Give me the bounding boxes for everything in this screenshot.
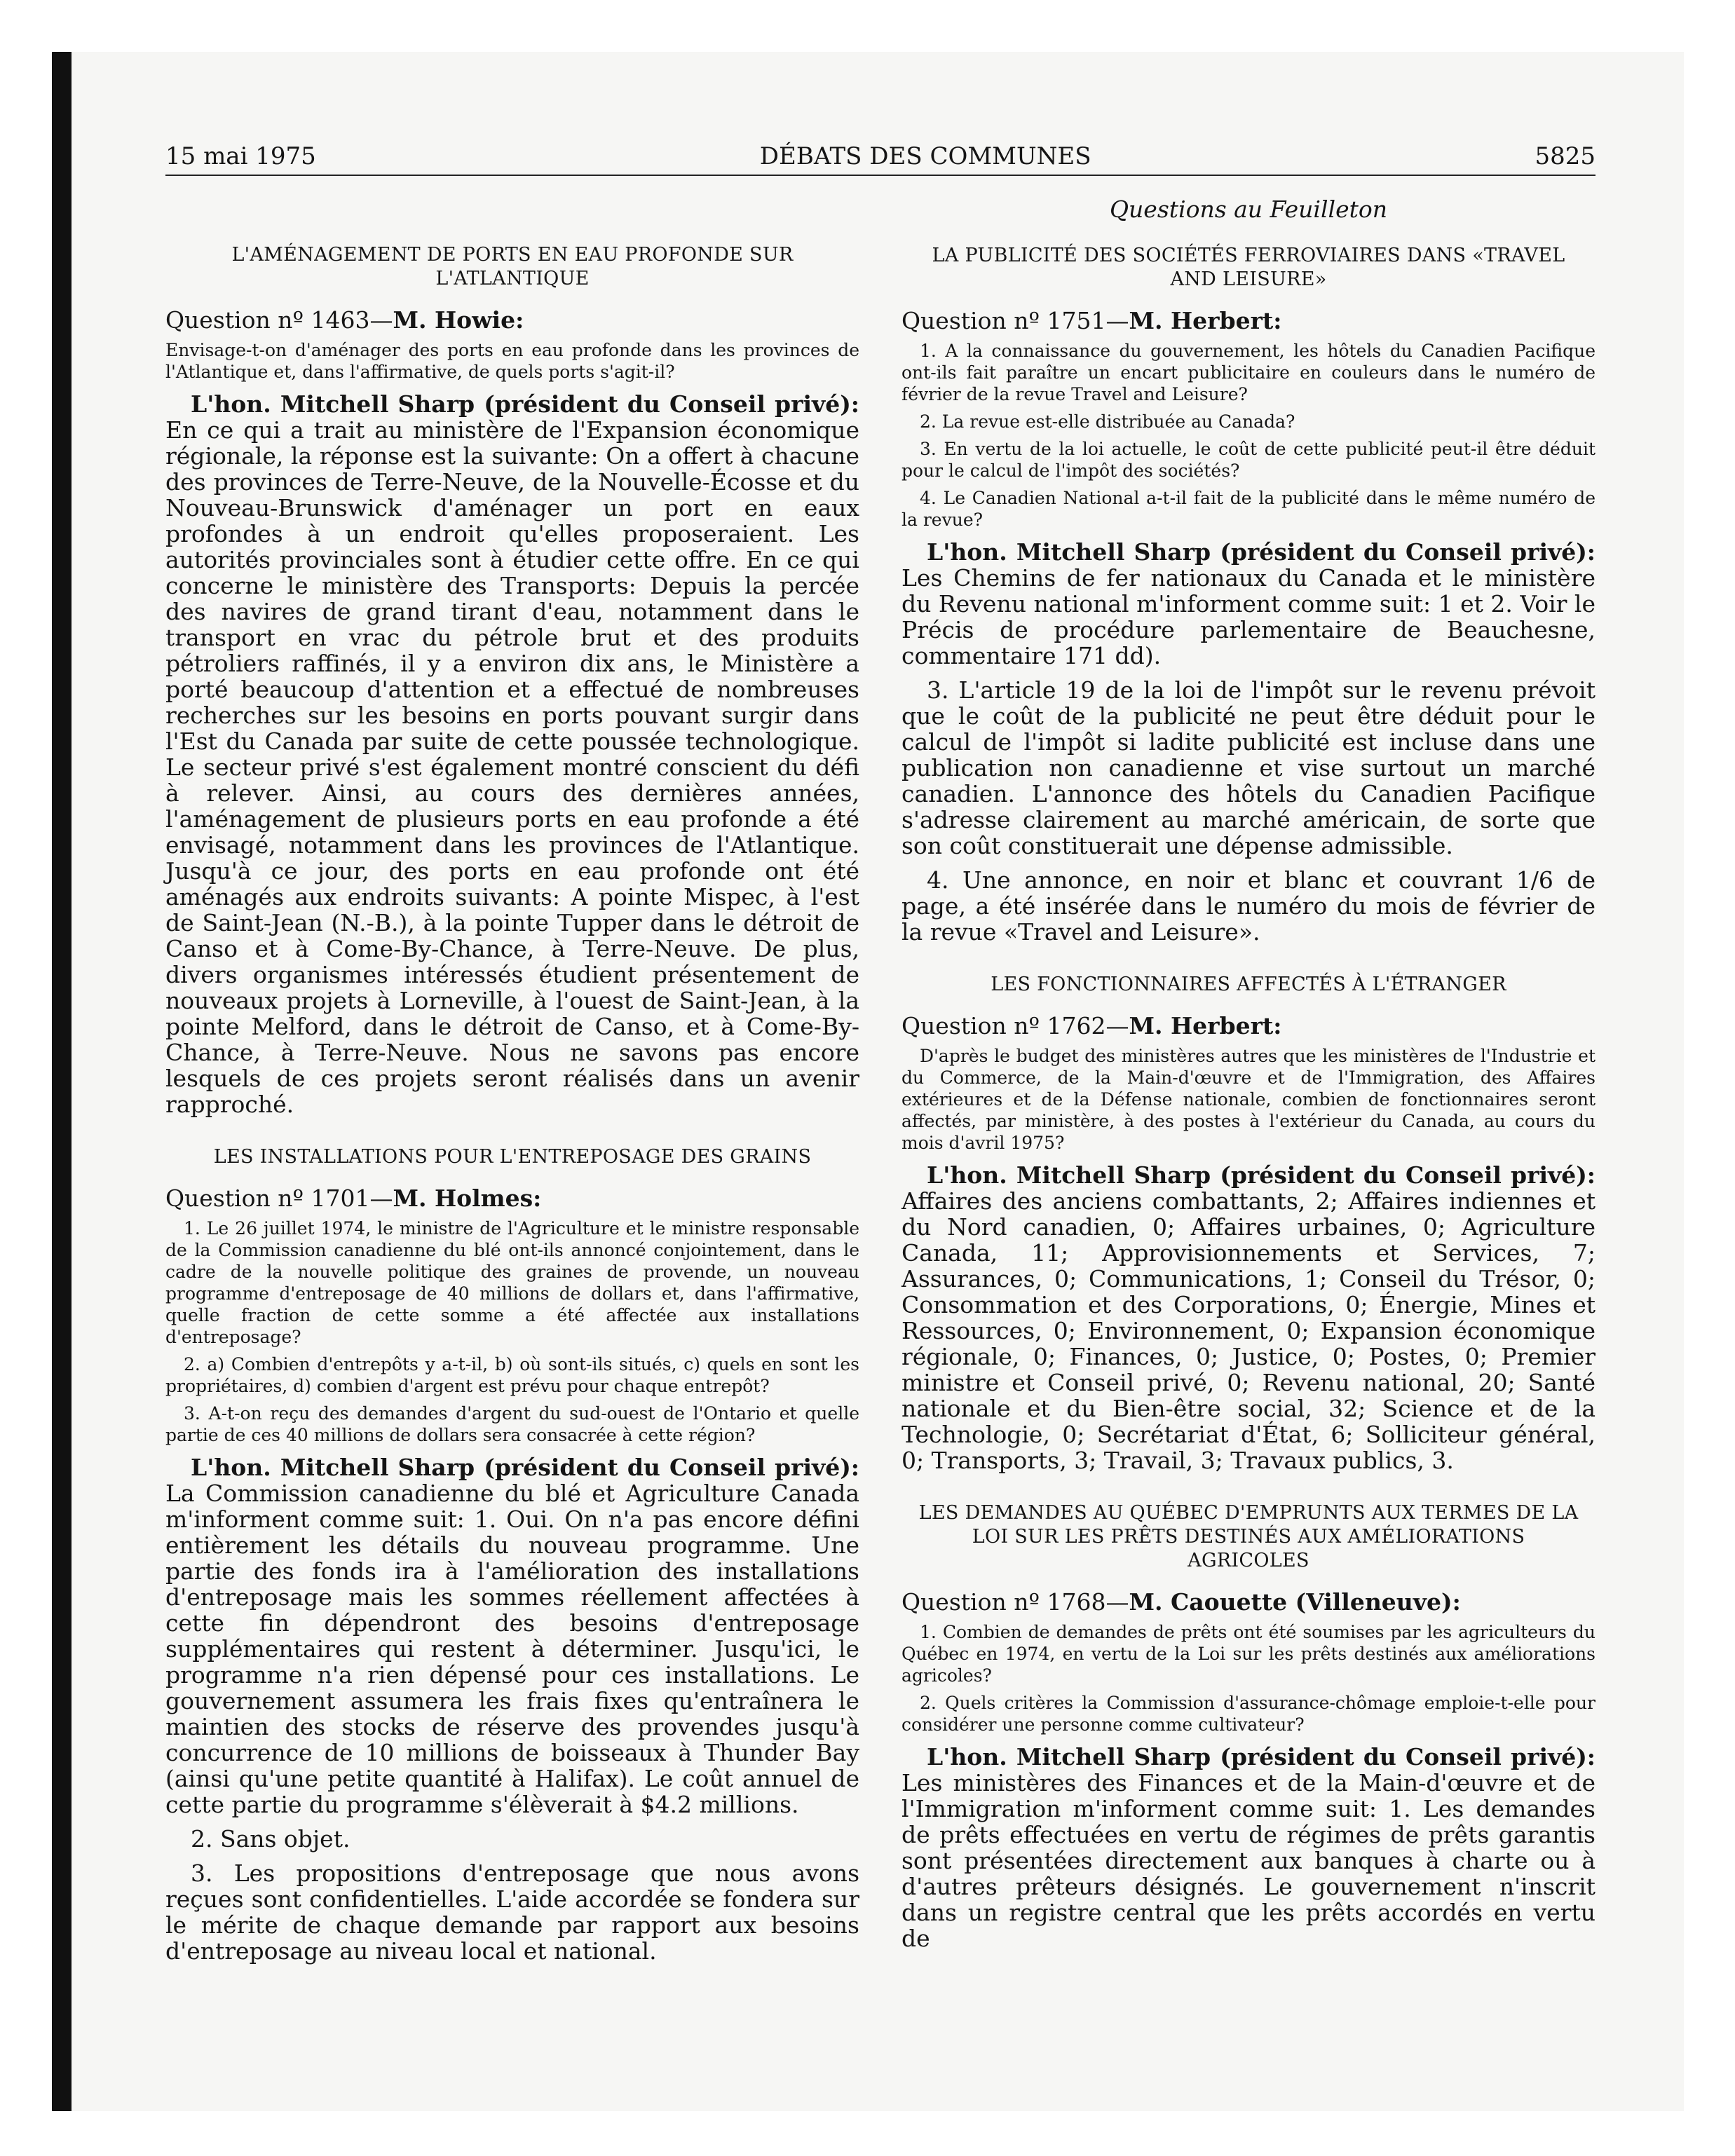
hansard-page [165,137,1595,1971]
scan-binding-edge [52,52,72,2111]
page-number: 5825 [1535,142,1595,170]
section-heading-grain-storage: LES INSTALLATIONS POUR L'ENTREPOSAGE DES GRAINS [213,1146,812,1168]
question-1701: Question nº 1701—M. Holmes: [165,1185,542,1212]
answer-1701: L'hon. Mitchell Sharp (président du Conseil privé): La Commission canadienne du blé et Agriculture Canada m'informent comme suit: 1. Oui. On n'a pas encore défini entièrement les détails du nouveau programme. Une partie des fonds ira à l'amélioration des installations d'entreposage mais les sommes réellement affectées à cette fin dépendront des besoins d'entreposage supplémentaires qui restent à déterminer. Jusqu'ici, le programme n'a rien dépensé pour ces installations. Le gouvernement assumera les frais fixes qu'entraînera le maintien des stocks de réserve des provendes jusqu'à concurrence de 10 millions de boisseaux à Thunder Bay (ainsi qu'une petite quantité à Halifax). Le coût annuel de cette partie du programme s'élèverait à $4.2 millions. [165,1454,859,1818]
question-part-1: 1. Le 26 juillet 1974, le ministre de l'Agriculture et le ministre responsable de la Commission canadienne du blé ont-ils annoncé conjointement, dans le cadre de la nouvelle politique des graines de provende, un nouveau programme d'entreposage de 40 millions de dollars et, dans l'affirmative, quelle fraction de cette somme a été affectée aux installations d'entreposage? [165,1218,859,1347]
speaker-name: L'hon. Mitchell Sharp (président du Conseil privé): [191,1454,859,1481]
question-text: Envisage-t-on d'aménager des ports en eau profonde dans les provinces de l'Atlantique et, dans l'affirmative, de quels ports s'agit-il? [165,340,859,382]
section-heading-ports: L'AMÉNAGEMENT DE PORTS EN EAU PROFONDE SUR L'ATLANTIQUE [231,244,794,289]
question-part-2: 2. a) Combien d'entrepôts y a-t-il, b) où sont-ils situés, c) quels en sont les propriétaires, d) combien d'argent est prévu pour chaque entrepôt? [165,1354,859,1396]
question-1463: Question nº 1463—M. Howie: [165,306,524,334]
section-heading-quebec-farm-loans: LES DEMANDES AU QUÉBEC D'EMPRUNTS AUX TERMES DE LA LOI SUR LES PRÊTS DESTINÉS AUX AMÉLIORATIONS AGRICOLES [918,1502,1579,1571]
speaker-name: L'hon. Mitchell Sharp (président du Conseil privé): [927,1743,1595,1770]
question-part-1: 1. Combien de demandes de prêts ont été soumises par les agriculteurs du Québec en 1974, en vertu de la Loi sur les prêts destinés aux améliorations agricoles? [901,1622,1595,1686]
answer-part-3: 3. Les propositions d'entreposage que nous avons reçues sont confidentielles. L'aide accordée se fondera sur le mérite de chaque demande par rapport aux besoins d'entreposage au niveau local et national. [165,1860,859,1965]
answer-1762: L'hon. Mitchell Sharp (président du Conseil privé): Affaires des anciens combattants, 2; Affaires indiennes et du Nord canadien, 0; Affaires urbaines, 0; Agriculture Canada, 11; Approvisionnements et Services, 7; Assurances, 0; Communications, 1; Conseil du Trésor, 0; Consommation et des Corporations, 0; Énergie, Mines et Ressources, 0; Environnement, 0; Expansion économique régionale, 0; Finances, 0; Justice, 0; Postes, 0; Premier ministre et Conseil privé, 0; Revenu national, 20; Santé nationale et du Bien-être social, 32; Science et de la Technologie, 0; Secrétariat d'État, 6; Solliciteur général, 0; Transports, 3; Travail, 3; Travaux publics, 3. [901,1161,1595,1474]
question-part-3: 3. En vertu de la loi actuelle, le coût de cette publicité peut-il être déduit pour le calcul de l'impôt des sociétés? [901,439,1595,481]
right-column [901,196,1595,1971]
two-column-body [165,196,1595,1971]
question-part-2: 2. Quels critères la Commission d'assurance-chômage emploie-t-elle pour considérer une personne comme cultivateur? [901,1693,1595,1735]
section-label: Questions au Feuilleton [1110,196,1387,223]
question-part-3: 3. A-t-on reçu des demandes d'argent du sud-ouest de l'Ontario et quelle partie de ces 40 millions de dollars sera consacrée à cette région? [165,1403,859,1445]
section-heading-railway-advertising: LA PUBLICITÉ DES SOCIÉTÉS FERROVIAIRES DANS «TRAVEL AND LEISURE» [932,245,1565,290]
answer-part-2: 2. Sans objet. [191,1825,351,1853]
answer-part-4: 4. Une annonce, en noir et blanc et couvrant 1/6 de page, a été insérée dans le numéro du mois de février de la revue «Travel and Leisure». [901,866,1595,946]
question-1751: Question nº 1751—M. Herbert: [901,307,1282,334]
left-column [165,196,859,1971]
answer-1751: L'hon. Mitchell Sharp (président du Conseil privé): Les Chemins de fer nationaux du Canada et le ministère du Revenu national m'informent comme suit: 1 et 2. Voir le Précis de procédure parlementaire de Beauchesne, commentaire 171 dd). [901,538,1595,669]
answer-1768: L'hon. Mitchell Sharp (président du Conseil privé): Les ministères des Finances et de la Main-d'œuvre et de l'Immigration m'informent comme suit: 1. Les demandes de prêts effectuées en vertu de régimes de prêts garantis sont présentées directement aux banques à charte ou à d'autres prêteurs désignés. Le gouvernement n'inscrit dans un registre central que les prêts accordés en vertu de [901,1743,1595,1952]
question-part-4: 4. Le Canadien National a-t-il fait de la publicité dans le même numéro de la revue? [901,488,1595,530]
page-date: 15 mai 1975 [165,142,316,170]
question-part-1: 1. A la connaissance du gouvernement, les hôtels du Canadien Pacifique ont-ils fait paraître un encart publicitaire en couleurs dans le numéro de février de la revue Travel and Leisure? [901,341,1595,404]
question-1768: Question nº 1768—M. Caouette (Villeneuve): [901,1588,1461,1616]
answer-part-3: 3. L'article 19 de la loi de l'impôt sur le revenu prévoit que le coût de la publicité ne peut être déduit pour le calcul de l'impôt si ladite publicité est incluse dans une publication non canadienne et vise surtout un marché canadien. L'annonce des hôtels du Canadien Pacifique s'adresse clairement au marché américain, de sorte que son coût constituerait une dépense admissible. [901,676,1595,859]
answer-1463: L'hon. Mitchell Sharp (président du Conseil privé): En ce qui a trait au ministère de l'Expansion économique régionale, la réponse est la suivante: On a offert à chacune des provinces de Terre-Neuve, de la Nouvelle-Écosse et du Nouveau-Brunswick d'aménager un port en eaux profondes à un endroit qu'elles proposeraient. Les autorités provinciales sont à étudier cette offre. En ce qui concerne le ministère des Transports: Depuis la percée des navires de grand tirant d'eau, notamment dans le transport en vrac du pétrole brut et des produits pétroliers raffinés, il y a environ dix ans, le Ministère a porté beaucoup d'attention et a effectué de nombreuses recherches sur les besoins en ports pouvant surgir dans l'Est du Canada par suite de cette poussée technologique. Le secteur privé s'est également montré conscient du défi à relever. Ainsi, au cours des dernières années, l'aménagement de plusieurs ports en eau profonde a été envisagé, notamment dans les provinces de l'Atlantique. Jusqu'à ce jour, des ports en eau profonde ont été aménagés aux endroits suivants: A pointe Mispec, à l'est de Saint-Jean (N.-B.), à la pointe Tupper dans le détroit de Canso et à Come-By-Chance, à Terre-Neuve. De plus, divers organismes intéressés étudient présentement de nouveaux projets à Lorneville, à l'ouest de Saint-Jean, à la pointe Melford, dans le détroit de Canso, et à Come-By-Chance, à Terre-Neuve. Nous ne savons pas encore lesquels de ces projets seront réalisés dans un avenir rapproché. [165,390,859,1118]
speaker-name: L'hon. Mitchell Sharp (président du Conseil privé): [927,1161,1595,1189]
question-part-2: 2. La revue est-elle distribuée au Canada? [920,411,1295,432]
question-1762: Question nº 1762—M. Herbert: [901,1012,1282,1039]
publication-title: DÉBATS DES COMMUNES [759,142,1091,170]
speaker-name: L'hon. Mitchell Sharp (président du Conseil privé): [191,390,859,418]
speaker-name: L'hon. Mitchell Sharp (président du Conseil privé): [927,538,1595,566]
running-head [165,137,1595,176]
section-heading-civil-servants-abroad: LES FONCTIONNAIRES AFFECTÉS À L'ÉTRANGER [991,974,1506,995]
question-text: D'après le budget des ministères autres que les ministères de l'Industrie et du Commerce, de la Main-d'œuvre et de l'Immigration, des Affaires extérieures et de la Défense nationale, combien de fonctionnaires seront affectés, par ministère, à des postes à l'extérieur du Canada, au cours du mois d'avril 1975? [901,1046,1595,1153]
